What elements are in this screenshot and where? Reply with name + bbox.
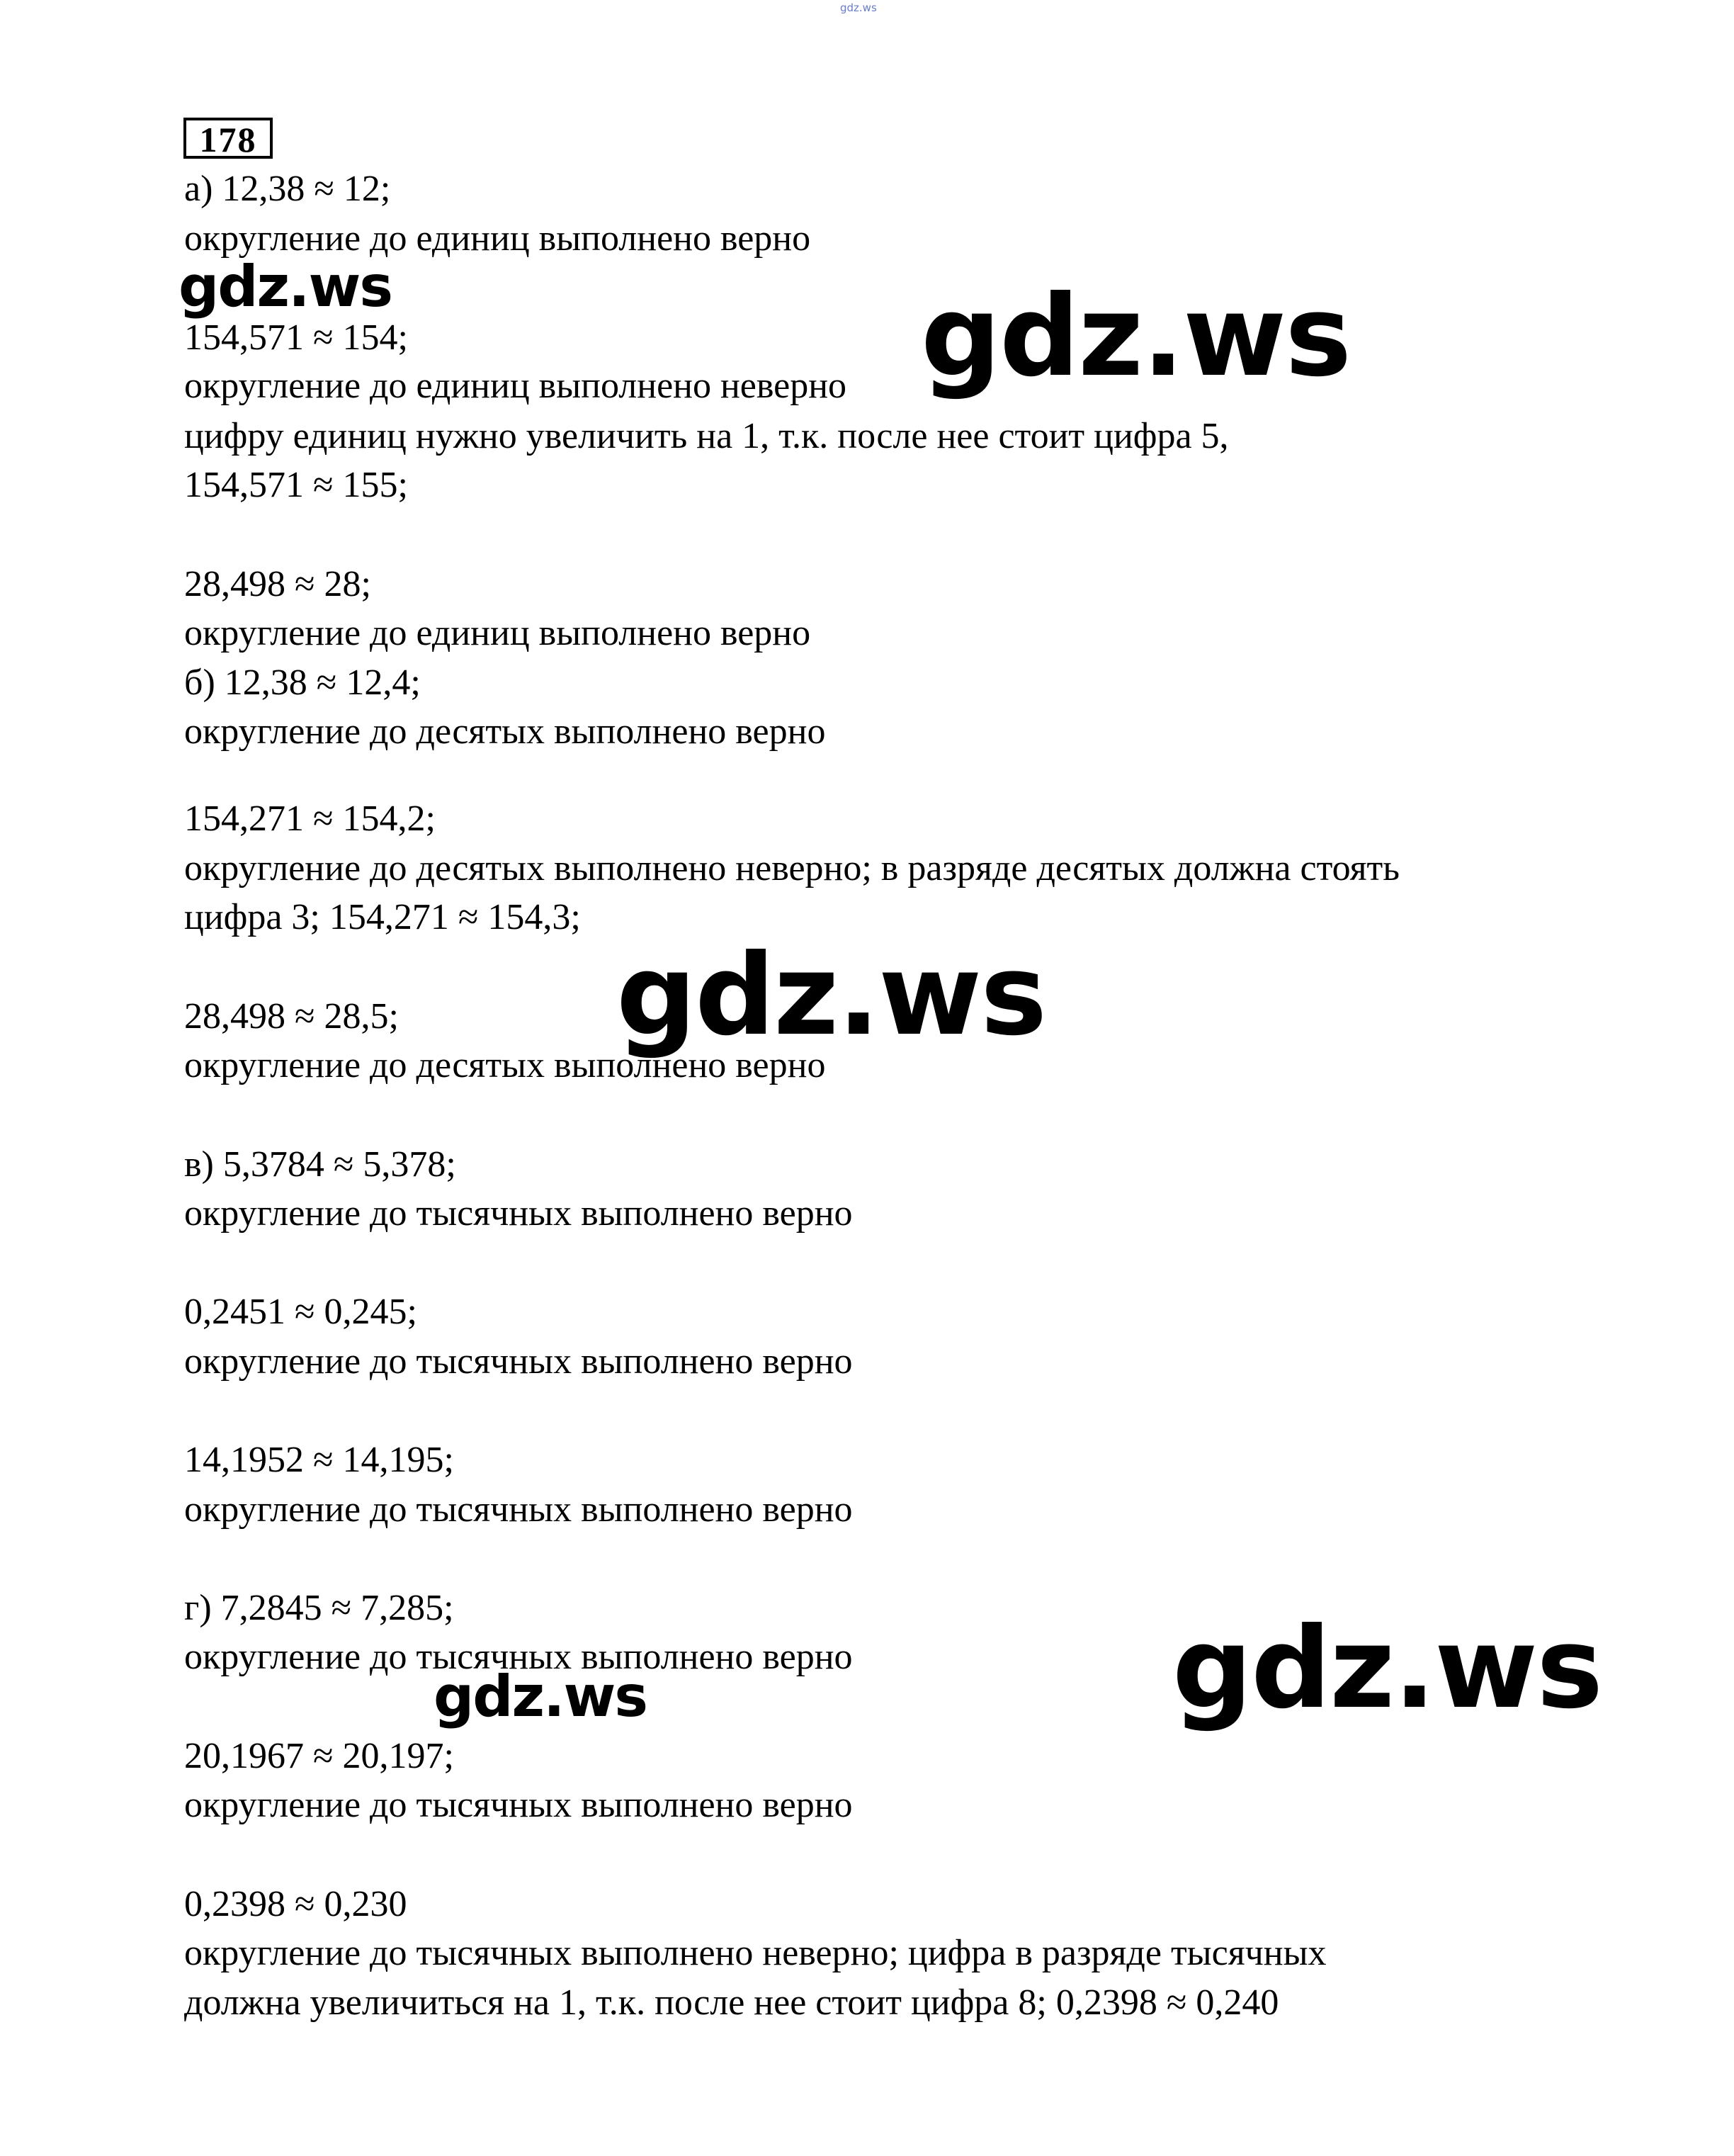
solution-line: должна увеличиться на 1, т.к. после нее стоит цифра 8; 0,2398 ≈ 0,240	[184, 1982, 1279, 2023]
solution-line: 14,1952 ≈ 14,195;	[184, 1440, 454, 1480]
solution-line: округление до тысячных выполнено верно	[184, 1193, 853, 1234]
solution-line: 20,1967 ≈ 20,197;	[184, 1736, 454, 1776]
solution-line: цифру единиц нужно увеличить на 1, т.к. после нее стоит цифра 5,	[184, 416, 1229, 456]
solution-line: г) 7,2845 ≈ 7,285;	[184, 1588, 454, 1628]
solution-line: округление до десятых выполнено верно	[184, 711, 826, 752]
watermark: gdz.ws	[921, 271, 1351, 402]
solution-line: округление до тысячных выполнено неверно; цифра в разряде тысячных	[184, 1933, 1327, 1973]
solution-line: 28,498 ≈ 28,5;	[184, 996, 399, 1037]
problem-number: 178	[183, 118, 273, 159]
solution-line: 154,571 ≈ 155;	[184, 465, 408, 505]
site-mark: gdz.ws	[840, 1, 877, 14]
solution-line: 154,571 ≈ 154;	[184, 317, 408, 358]
watermark: gdz.ws	[616, 930, 1046, 1061]
watermark: gdz.ws	[178, 254, 392, 320]
solution-line: округление до единиц выполнено неверно	[184, 366, 847, 406]
solution-line: округление до тысячных выполнено верно	[184, 1489, 853, 1530]
solution-line: в) 5,3784 ≈ 5,378;	[184, 1144, 456, 1185]
solution-line: округление до тысячных выполнено верно	[184, 1785, 853, 1825]
solution-line: округление до тысячных выполнено верно	[184, 1341, 853, 1382]
solution-line: а) 12,38 ≈ 12;	[184, 169, 391, 209]
solution-line: округление до единиц выполнено верно	[184, 613, 811, 653]
solution-line: 154,271 ≈ 154,2;	[184, 798, 436, 839]
solution-line: 0,2451 ≈ 0,245;	[184, 1292, 417, 1332]
solution-line: цифра 3; 154,271 ≈ 154,3;	[184, 897, 581, 937]
watermark: gdz.ws	[1172, 1603, 1602, 1734]
solution-line: 0,2398 ≈ 0,230	[184, 1884, 407, 1924]
solution-line: округление до десятых выполнено неверно; в разряде десятых должна стоять	[184, 848, 1400, 888]
watermark: gdz.ws	[434, 1664, 647, 1729]
solution-line: округление до десятых выполнено верно	[184, 1045, 826, 1085]
solution-line: б) 12,38 ≈ 12,4;	[184, 662, 421, 703]
solution-line: 28,498 ≈ 28;	[184, 564, 371, 604]
solution-line: округление до тысячных выполнено верно	[184, 1637, 853, 1677]
solution-line: округление до единиц выполнено верно	[184, 218, 811, 259]
